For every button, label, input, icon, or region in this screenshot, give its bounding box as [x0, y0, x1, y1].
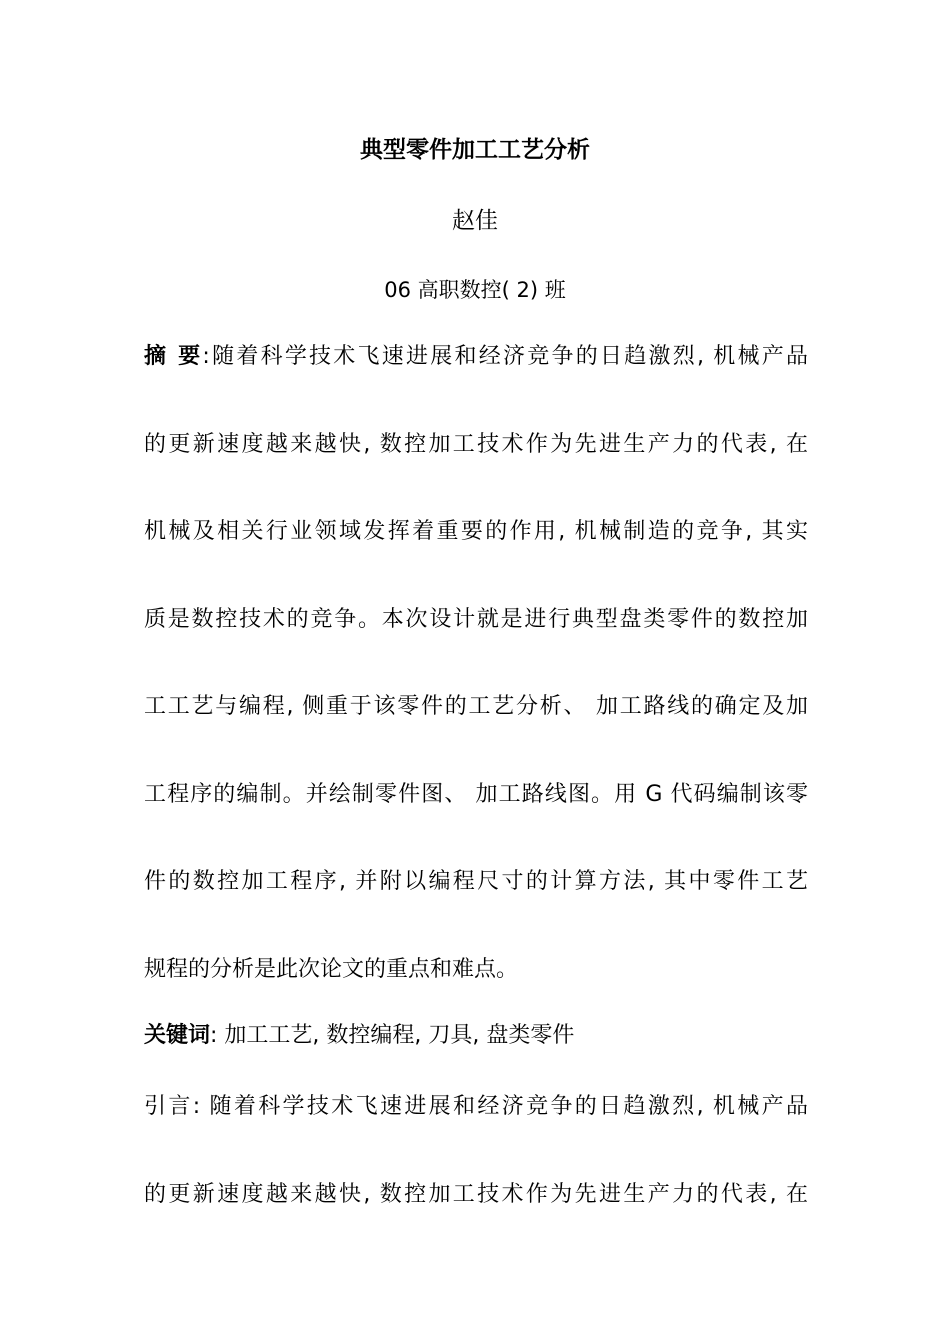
intro-line-1 [144, 1063, 808, 1151]
abstract-line-6: 工程序的编制。并绘制零件图、 加工路线图。用 G 代码编制该零 [144, 781, 808, 807]
keywords-separator: : [210, 1023, 218, 1048]
abstract-label: 摘 要 [144, 344, 203, 369]
keywords-label: 关键词 [144, 1023, 211, 1048]
abstract-line-5: 工工艺与编程, 侧重于该零件的工艺分析、 加工路线的确定及加 [144, 694, 808, 719]
abstract-line-3: 机械及相关行业领域发挥着重要的作用, 机械制造的竞争, 其实 [144, 519, 808, 544]
intro-label: 引言 [144, 1094, 193, 1119]
abstract-paragraph [144, 313, 808, 1013]
abstract-line-4: 质是数控技术的竞争。本次设计就是进行典型盘类零件的数控加 [144, 606, 808, 632]
abstract-text-1: 随着科学技术飞速进展和经济竞争的日趋激烈, 机械产品 [209, 344, 808, 369]
intro-separator: : [192, 1094, 201, 1119]
intro-paragraph [144, 1063, 808, 1238]
keywords-line [144, 1016, 808, 1056]
abstract-line-1 [144, 313, 808, 401]
intro-text-1: 随着科学技术飞速进展和经济竞争的日趋激烈, 机械产品 [200, 1094, 808, 1119]
intro-line-2: 的更新速度越来越快, 数控加工技术作为先进生产力的代表, 在 [144, 1181, 808, 1207]
class-name: 06 高职数控( 2) 班 [384, 278, 566, 302]
author-name: 赵佳 [452, 208, 498, 234]
document-title: 典型零件加工工艺分析 [360, 137, 590, 163]
abstract-separator: : [202, 344, 210, 369]
abstract-line-2: 的更新速度越来越快, 数控加工技术作为先进生产力的代表, 在 [144, 431, 808, 457]
abstract-line-7: 件的数控加工程序, 并附以编程尺寸的计算方法, 其中零件工艺 [144, 869, 808, 894]
abstract-line-8: 规程的分析是此次论文的重点和难点。 [144, 956, 519, 982]
keywords-text: 加工工艺, 数控编程, 刀具, 盘类零件 [217, 1023, 575, 1048]
